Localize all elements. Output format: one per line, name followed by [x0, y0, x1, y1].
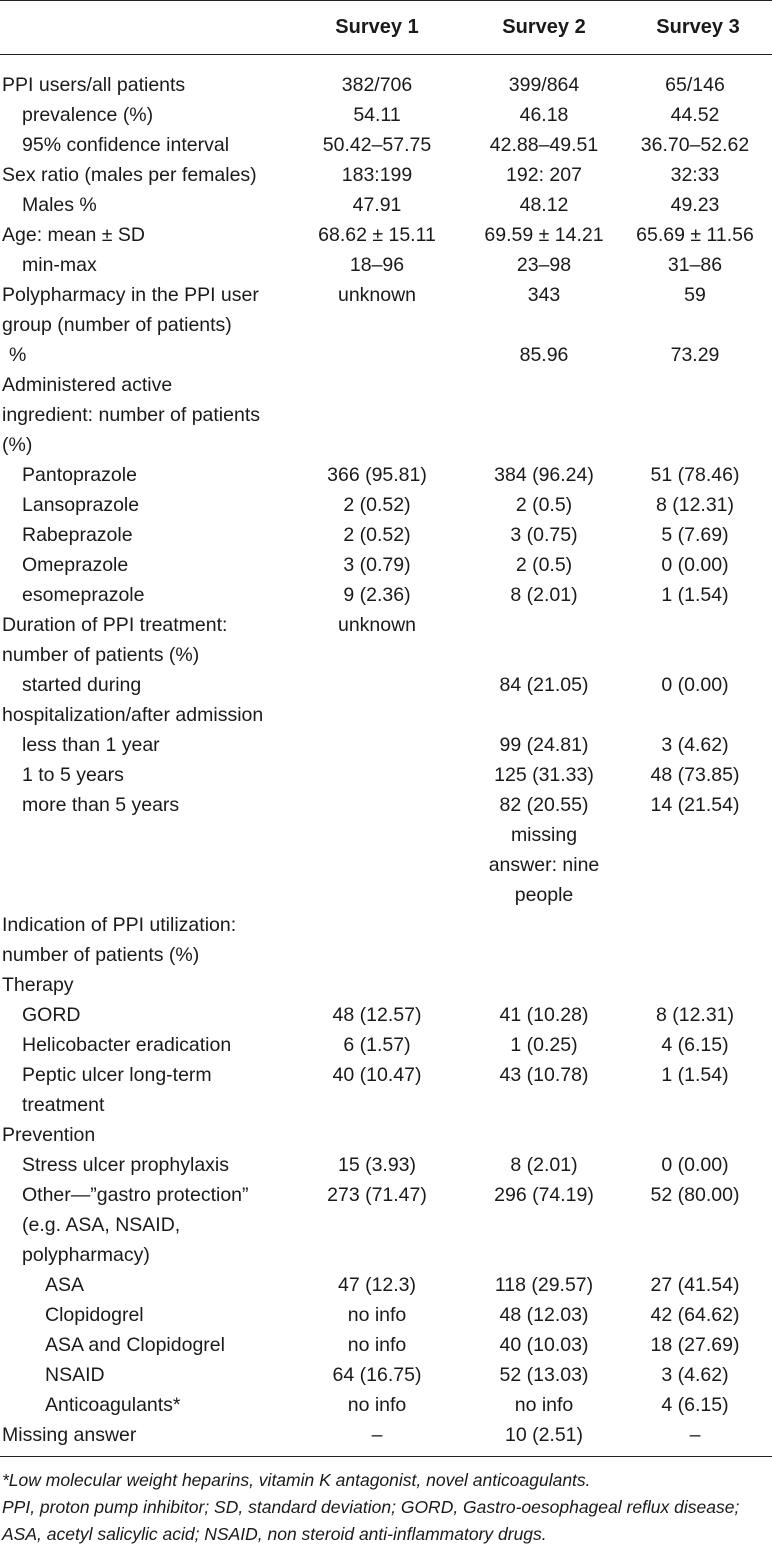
table-body: [0, 55, 772, 1457]
cell-survey-3: 8 (12.31): [655, 494, 735, 516]
row-label: [0, 910, 290, 970]
table-row: [0, 100, 772, 130]
row-label-text: Polypharmacy in the PPI user group (number of patients): [2, 284, 259, 336]
row-label-text: Helicobacter eradication: [22, 1034, 232, 1056]
row-label: [0, 1060, 290, 1120]
cell-survey-3: 0 (0.00): [661, 554, 729, 576]
cell-survey-2: 3 (0.75): [510, 524, 578, 546]
cell-survey-2: 52 (13.03): [499, 1364, 589, 1386]
header-row: [0, 1, 772, 55]
cell-survey-2: 42.88–49.51: [489, 134, 599, 156]
cell-survey-2: 384 (96.24): [494, 464, 594, 486]
table-row: [0, 910, 772, 970]
cell-survey-1: [290, 370, 464, 460]
row-label-continuation: hospitalization/after admission: [2, 704, 264, 726]
row-label: [0, 1120, 290, 1150]
cell-survey-1: 382/706: [341, 74, 413, 96]
row-label: [0, 1390, 290, 1420]
cell-survey-2: 8 (2.01): [510, 1154, 578, 1176]
table-row: [0, 55, 772, 101]
row-label-text: Males %: [22, 194, 97, 216]
cell-survey-3: [624, 370, 772, 460]
cell-survey-1: 40 (10.47): [332, 1064, 422, 1086]
cell-survey-3: 4 (6.15): [661, 1034, 729, 1056]
row-label: [0, 1000, 290, 1030]
cell-survey-3: 3 (4.62): [661, 1364, 729, 1386]
cell-survey-3: 0 (0.00): [661, 1154, 729, 1176]
header-blank: [0, 1, 290, 55]
cell-survey-2: 343: [527, 284, 561, 306]
cell-survey-1: 50.42–57.75: [322, 134, 432, 156]
row-label-text: Lansoprazole: [22, 494, 140, 516]
cell-survey-2: 118 (29.57): [494, 1274, 594, 1296]
cell-survey-1: 6 (1.57): [343, 1034, 411, 1056]
cell-survey-1: [290, 910, 464, 970]
cell-survey-2: 85.96: [519, 344, 569, 366]
table-row: [0, 610, 772, 670]
cell-survey-1: no info: [347, 1304, 407, 1326]
table-row: [0, 1150, 772, 1180]
row-label: [0, 1030, 290, 1060]
cell-survey-3: 48 (73.85): [650, 764, 740, 786]
cell-survey-2: 8 (2.01): [510, 584, 578, 606]
row-label: [0, 250, 290, 280]
cell-survey-3: 73.29: [670, 344, 720, 366]
cell-survey-1: 64 (16.75): [332, 1364, 422, 1386]
row-label-text: prevalence (%): [22, 104, 154, 126]
cell-survey-2: 40 (10.03): [499, 1334, 589, 1356]
row-label-text: %: [9, 344, 27, 366]
row-label-text: NSAID: [45, 1364, 105, 1386]
table-row: [0, 550, 772, 580]
row-label: [0, 580, 290, 610]
row-label-text: Rabeprazole: [22, 524, 133, 546]
row-label: [0, 1360, 290, 1390]
table-row: [0, 1390, 772, 1420]
row-label-text: Omeprazole: [22, 554, 129, 576]
table-row: [0, 220, 772, 250]
cell-survey-2: 10 (2.51): [464, 1420, 624, 1457]
cell-survey-1: [290, 970, 464, 1000]
row-label: [0, 100, 290, 130]
cell-survey-2: 1 (0.25): [510, 1034, 578, 1056]
cell-survey-1: [290, 1120, 464, 1150]
table-row: [0, 160, 772, 190]
row-label-text: Anticoagulants*: [45, 1394, 181, 1416]
table-row: [0, 1420, 772, 1457]
row-label: [0, 790, 290, 910]
table-row: [0, 1300, 772, 1330]
cell-survey-1: 273 (71.47): [327, 1184, 427, 1206]
header-survey-3: Survey 3: [624, 1, 772, 55]
table-row: [0, 1060, 772, 1120]
cell-survey-2: 99 (24.81): [499, 734, 589, 756]
row-label-text: PPI users/all patients: [2, 74, 186, 96]
cell-survey-3: 59: [684, 284, 706, 306]
row-label-text: less than 1 year: [22, 734, 160, 756]
table-row: [0, 490, 772, 520]
table-row: [0, 190, 772, 220]
cell-survey-1: 68.62 ± 15.11: [318, 224, 436, 246]
cell-survey-3: 8 (12.31): [655, 1004, 735, 1026]
table-row: [0, 1270, 772, 1300]
header-survey-1: Survey 1: [290, 1, 464, 55]
row-label: [0, 670, 290, 730]
footnote-abbreviations: PPI, proton pump inhibitor; SD, standard deviation; GORD, Gastro-oesophageal reflux disease; ASA, acetyl salicylic acid; NSAID, non steroid anti-inflammatory drugs.: [2, 1497, 740, 1544]
cell-survey-1: 48 (12.57): [332, 1004, 422, 1026]
table-row: [0, 460, 772, 490]
cell-survey-1: 2 (0.52): [343, 524, 411, 546]
cell-survey-1: [290, 670, 464, 730]
cell-survey-1: unknown: [337, 614, 417, 636]
cell-survey-3: 31–86: [667, 254, 723, 276]
cell-survey-3: 36.70–52.62: [640, 134, 750, 156]
row-label-text: Other—”gastro protection” (e.g. ASA, NSAID, polypharmacy): [22, 1184, 249, 1266]
cell-survey-2: 41 (10.28): [499, 1004, 589, 1026]
cell-survey-2: 125 (31.33): [494, 764, 594, 786]
header-survey-2: Survey 2: [464, 1, 624, 55]
cell-survey-3: 0 (0.00): [661, 674, 729, 696]
table-row: [0, 760, 772, 790]
cell-survey-2: 399/864: [508, 74, 580, 96]
cell-survey-3: 5 (7.69): [661, 524, 729, 546]
cell-survey-3: [624, 1120, 772, 1150]
row-label: [0, 1420, 290, 1457]
cell-survey-1: 18–96: [349, 254, 405, 276]
table-row: [0, 1360, 772, 1390]
table-row: [0, 1180, 772, 1270]
row-label-text: Stress ulcer prophylaxis: [22, 1154, 229, 1176]
cell-survey-2: 48.12: [519, 194, 569, 216]
row-label-text: ASA: [45, 1274, 85, 1296]
cell-survey-1: 15 (3.93): [337, 1154, 417, 1176]
cell-survey-3: 27 (41.54): [650, 1274, 740, 1296]
cell-survey-2: [464, 1120, 624, 1150]
cell-survey-1: unknown: [337, 284, 417, 306]
cell-survey-3: 49.23: [670, 194, 720, 216]
row-label: [0, 340, 290, 370]
cell-survey-2: [464, 610, 624, 670]
cell-survey-1: [290, 340, 464, 370]
cell-survey-3: [624, 970, 772, 1000]
row-label: [0, 550, 290, 580]
cell-survey-1: 3 (0.79): [343, 554, 411, 576]
table-row: [0, 670, 772, 730]
row-label-text: Missing answer: [2, 1424, 137, 1446]
cell-survey-1: 47 (12.3): [337, 1274, 417, 1296]
cell-survey-3: 1 (1.54): [661, 1064, 729, 1086]
row-label: [0, 490, 290, 520]
cell-survey-1: 54.11: [353, 104, 401, 126]
cell-survey-1: no info: [347, 1394, 407, 1416]
cell-survey-2: 2 (0.5): [515, 494, 573, 516]
cell-survey-3: 42 (64.62): [650, 1304, 740, 1326]
row-label: [0, 520, 290, 550]
cell-survey-2: [464, 970, 624, 1000]
cell-survey-3: 65.69 ± 11.56: [636, 224, 754, 246]
row-label: [0, 130, 290, 160]
row-label-text: Prevention: [2, 1124, 96, 1146]
cell-survey-2: [464, 910, 624, 970]
table-row: [0, 520, 772, 550]
row-label-text: esomeprazole: [22, 584, 145, 606]
row-label: [0, 55, 290, 101]
row-label: [0, 280, 290, 340]
cell-survey-2: 69.59 ± 14.21: [484, 224, 604, 246]
cell-survey-3: 3 (4.62): [661, 734, 729, 756]
row-label-text: GORD: [22, 1004, 81, 1026]
row-label-text: Therapy: [2, 974, 74, 996]
cell-survey-3: 4 (6.15): [661, 1394, 729, 1416]
row-label: [0, 370, 290, 460]
row-label: [0, 730, 290, 760]
cell-survey-2: no info: [514, 1394, 574, 1416]
table-row: [0, 970, 772, 1000]
row-label: [0, 1180, 290, 1270]
row-label-text: Administered active ingredient: number of patients (%): [2, 374, 260, 456]
row-label-text: ASA and Clopidogrel: [45, 1334, 225, 1356]
table-row: [0, 1120, 772, 1150]
row-label: [0, 190, 290, 220]
cell-survey-2: 23–98: [516, 254, 572, 276]
cell-survey-1: no info: [347, 1334, 407, 1356]
cell-survey-2: [464, 370, 624, 460]
table-row: [0, 580, 772, 610]
cell-survey-2: 2 (0.5): [515, 554, 573, 576]
row-label-text: Indication of PPI utilization: number of patients (%): [2, 914, 237, 966]
cell-survey-1: –: [290, 1420, 464, 1457]
cell-survey-2: 84 (21.05): [499, 674, 589, 696]
row-label: [0, 1270, 290, 1300]
cell-survey-1: 2 (0.52): [343, 494, 411, 516]
cell-survey-2: 43 (10.78): [499, 1064, 589, 1086]
row-label-text: Clopidogrel: [45, 1304, 144, 1326]
cell-survey-3: 14 (21.54): [650, 794, 740, 816]
footnote-anticoagulants: *Low molecular weight heparins, vitamin K antagonist, novel anticoagulants.: [2, 1470, 591, 1490]
cell-survey-2: 82 (20.55) missing answer: nine people: [488, 794, 600, 906]
table-row: [0, 340, 772, 370]
cell-survey-3: 65/146: [665, 74, 725, 96]
table-row: [0, 1330, 772, 1360]
table-footnotes: [0, 1457, 772, 1548]
cell-survey-1: 9 (2.36): [343, 584, 411, 606]
row-label-text: 95% confidence interval: [22, 134, 230, 156]
row-label-text: started during: [22, 674, 142, 696]
cell-survey-3: 32:33: [670, 164, 720, 186]
cell-survey-3: 18 (27.69): [650, 1334, 740, 1356]
cell-survey-1: 366 (95.81): [327, 464, 427, 486]
table-row: [0, 370, 772, 460]
row-label-text: Duration of PPI treatment: number of patients (%): [2, 614, 228, 666]
row-label-text: more than 5 years: [22, 794, 180, 816]
table-row: [0, 1000, 772, 1030]
row-label: [0, 220, 290, 250]
cell-survey-1: 47.91: [352, 194, 402, 216]
table-row: [0, 730, 772, 760]
cell-survey-1: [290, 790, 464, 910]
cell-survey-1: 183:199: [341, 164, 413, 186]
row-label-text: min-max: [22, 254, 97, 276]
row-label: [0, 1150, 290, 1180]
row-label: [0, 1330, 290, 1360]
row-label: [0, 1300, 290, 1330]
cell-survey-3: [624, 910, 772, 970]
row-label: [0, 460, 290, 490]
table-row: [0, 1030, 772, 1060]
cell-survey-1: [290, 730, 464, 760]
cell-survey-3: 52 (80.00): [650, 1184, 740, 1206]
cell-survey-1: [290, 760, 464, 790]
row-label-text: Peptic ulcer long-term treatment: [22, 1064, 212, 1116]
table-row: [0, 250, 772, 280]
row-label: [0, 970, 290, 1000]
cell-survey-2: 46.18: [519, 104, 569, 126]
cell-survey-3: 44.52: [670, 104, 720, 126]
table-row: [0, 280, 772, 340]
row-label: [0, 760, 290, 790]
row-label-text: Sex ratio (males per females): [2, 164, 257, 186]
cell-survey-2: 192: 207: [506, 164, 582, 186]
cell-survey-3: 51 (78.46): [650, 464, 740, 486]
cell-survey-3: [624, 610, 772, 670]
table-row: [0, 790, 772, 910]
cell-survey-3: –: [624, 1420, 772, 1457]
row-label-text: Age: mean ± SD: [2, 224, 145, 246]
row-label: [0, 610, 290, 670]
table-row: [0, 130, 772, 160]
row-label: [0, 160, 290, 190]
row-label-text: 1 to 5 years: [22, 764, 124, 786]
cell-survey-2: 296 (74.19): [494, 1184, 594, 1206]
cell-survey-3: 1 (1.54): [661, 584, 729, 606]
row-label-text: Pantoprazole: [22, 464, 137, 486]
cell-survey-2: 48 (12.03): [499, 1304, 589, 1326]
table-header: [0, 1, 772, 55]
